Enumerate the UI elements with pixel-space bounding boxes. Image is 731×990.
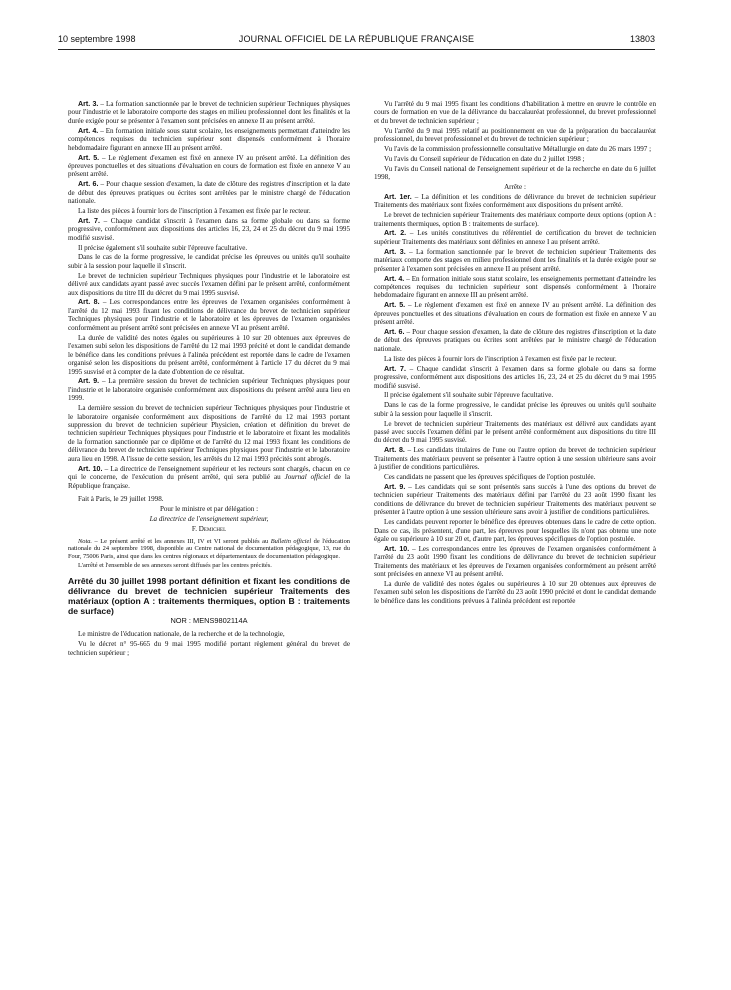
- article-10: Art. 10. – La directrice de l'enseignement supérieur et les recteurs sont chargés, chacun en ce qui le concerne, de l'exécution du présent arrêté, qui sera publié au Journal officiel de la République française.: [68, 464, 350, 490]
- paragraph: La durée de validité des notes égales ou supérieures à 10 sur 20 obtenues aux épreuves de l'examen subi selon les dispositions de l'arrêté du 23 août 1990 précité et dont le candidat demande le bénéfice dans les conditions prévues à l'alinéa précédent est reportée: [374, 580, 656, 605]
- nota-paragraph: L'arrêté et l'ensemble de ses annexes seront diffusés par les centres précités.: [78, 561, 272, 569]
- right-column: [374, 100, 656, 607]
- arrete-heading: Arrête :: [504, 183, 526, 192]
- article-4: Art. 4. – En formation initiale sous statut scolaire, les enseignements permettant d'atteindre les compétences requises du technicien supérieur sont dispensés conformément à l'horaire hebdomadaire figurant en annexe III au présent arrêté.: [374, 274, 656, 300]
- article-3: Art. 3. – La formation sanctionnée par le brevet de technicien supérieur Techniques physiques pour l'industrie et le laboratoire comporte des stages en milieu professionnel dont les finalités et la durée exigée pour se présenter à l'examen sont précisées en annexe II au présent arrêté.: [68, 100, 350, 125]
- paragraph: La durée de validité des notes égales ou supérieures à 10 sur 20 obtenues aux épreuves de l'examen subi selon les dispositions de l'arrêté du 12 mai 1993 précité et dont le candidat demande le bénéfice dans les conditions prévues à l'alinéa précédent est reportée dans le cadre de l'examen organisé selon les dispositions du présent arrêté, conformément à l'article 17 du décret du 9 mai 1995 susvisé et à compter de la date d'obtention de ce résultat.: [68, 333, 350, 376]
- article-2: Art. 2. – Les unités constitutives du référentiel de certification du brevet de technicien supérieur Traitements des matériaux sont définies en annexe I au présent arrêté.: [374, 229, 656, 246]
- page-header: [58, 34, 655, 48]
- paragraph: Ces candidats ne passent que les épreuves spécifiques de l'option postulée.: [384, 473, 596, 481]
- article-7: Art. 7. – Chaque candidat s'inscrit à l'examen dans sa forme globale ou dans sa forme progressive, conformément aux dispositions des articles 16, 23, 24 et 25 du décret du 9 mai 1995 modifié susvisé.: [374, 364, 656, 390]
- article-9: Art. 9. – La première session du brevet de technicien supérieur Techniques physiques pour l'industrie et le laboratoire organisée conformément aux dispositions du présent arrêté aura lieu en 1999.: [68, 377, 351, 403]
- left-column: [68, 100, 350, 659]
- article-8: Art. 8. – Les correspondances entre les épreuves de l'examen organisées conformément à l'arrêté du 12 mai 1993 fixant les conditions de délivrance du brevet de technicien supérieur Techniques physiques pour l'industrie et le laboratoire et les épreuves de l'examen organisées conformément au présent arrêté sont précisées en annexe VI au présent arrêté.: [68, 298, 350, 332]
- visa: Vu l'arrêté du 9 mai 1995 relatif au positionnement en vue de la préparation du baccalauréat professionnel, du brevet professionnel et du brevet de technicien supérieur ;: [374, 126, 656, 144]
- journal-title: JOURNAL OFFICIEL DE LA RÉPUBLIQUE FRANÇAISE: [238, 34, 475, 44]
- paragraph: La liste des pièces à fournir lors de l'inscription à l'examen est fixée par le recteur.: [384, 354, 617, 363]
- issue-date: 10 septembre 1998: [58, 34, 136, 44]
- paragraph: Il précise également s'il souhaite subir l'épreuve facultative.: [78, 243, 248, 252]
- minister: Le ministre de l'éducation nationale, de la recherche et de la technologie,: [78, 630, 285, 639]
- article-1: Art. 1er. – La définition et les conditions de délivrance du brevet de technicien supérieur Traitements des matériaux sont fixées conformément aux dispositions du présent arrêté.: [374, 192, 656, 210]
- paragraph: Le brevet de technicien supérieur Techniques physiques pour l'industrie et le laboratoire est délivré aux candidats ayant passé avec succès l'examen défini par le présent arrêté, conformément aux dispositions du titre III du décret du 9 mai 1995 susvisé.: [68, 271, 350, 297]
- signature-role: La directrice de l'enseignement supérieur,: [149, 514, 269, 523]
- paragraph: Le brevet de technicien supérieur Traitements des matériaux comporte deux options (option A : traitements thermiques, option B : traitements de surface).: [374, 211, 656, 228]
- header-rule: [58, 49, 655, 50]
- signature-date: Fait à Paris, le 29 juillet 1998.: [78, 495, 164, 504]
- nor-reference: NOR : MENS9802114A: [170, 616, 248, 626]
- signature-name: F. Demichel: [191, 524, 227, 533]
- visa: Vu l'avis du Conseil national de l'enseignement supérieur et de la recherche en date du 6 juillet 1998,: [374, 164, 656, 182]
- paragraph: Dans le cas de la forme progressive, le candidat précise les épreuves ou unités qu'il souhaite subir à la session pour laquelle il s'inscrit.: [68, 253, 350, 270]
- article-4: Art. 4. – En formation initiale sous statut scolaire, les enseignements permettant d'atteindre les compétences requises du technicien supérieur sont dispensés conformément à l'horaire hebdomadaire figurant en annexe III au présent arrêté.: [68, 126, 350, 152]
- article-10: Art. 10. – Les correspondances entre les épreuves de l'examen organisées conformément à l'arrêté du 23 août 1990 fixant les conditions de délivrance du brevet de technicien supérieur Traitements des matériaux et les épreuves de l'examen organisées conformément au présent arrêté sont précisées en annexe VI au présent arrêté.: [374, 544, 656, 579]
- paragraph: Les candidats peuvent reporter le bénéfice des épreuves obtenues dans le cadre de cette option. Dans ce cas, ils présentent, d'une part, les épreuves pour lesquelles ils n'ont pas obtenu une note égale ou supérieure à 10 sur 20 et, d'autre part, les épreuves spécifiques de l'option postulée.: [374, 518, 656, 543]
- page-number: 13803: [629, 34, 655, 44]
- article-5: Art. 5. – Le règlement d'examen est fixé en annexe IV au présent arrêté. La définition des épreuves ponctuelles et des situations d'évaluation en cours de formation est fixée en annexe V au présent arrêté.: [374, 301, 656, 327]
- paragraph: Dans le cas de la forme progressive, le candidat précise les épreuves ou unités qu'il souhaite subir à la session pour laquelle il s'inscrit.: [374, 401, 656, 418]
- visa: Vu l'avis de la commission professionnelle consultative Métallurgie en date du 26 mars 1997 ;: [384, 145, 652, 154]
- decree-title: Arrêté du 30 juillet 1998 portant définition et fixant les conditions de délivrance du brevet de technicien supérieur Traitements des matériaux (option A : traitements thermiques, option B : traitements de surface): [68, 576, 350, 617]
- article-9: Art. 9. – Les candidats qui se sont présentés sans succès à l'une des options du brevet de technicien supérieur Traitements des matériaux défini par l'arrêté du 23 août 1990 fixant les conditions de délivrance du brevet de technicien supérieur Traitements des matériaux peuvent se présenter à l'autre option à une session ultérieure sans avoir à justifier de conditions particulières.: [374, 482, 656, 517]
- paragraph: Il précise également s'il souhaite subir l'épreuve facultative.: [384, 391, 554, 400]
- article-6: Art. 6. – Pour chaque session d'examen, la date de clôture des registres d'inscription et la date de début des épreuves pratiques ou écrites sont arrêtées par le ministre chargé de l'éducation nationale.: [374, 328, 656, 353]
- article-8: Art. 8. – Les candidats titulaires de l'une ou l'autre option du brevet de technicien supérieur Traitements des matériaux peuvent se présenter à l'autre option à une session ultérieure sans avoir à justifier de conditions particulières.: [374, 446, 656, 472]
- article-5: Art. 5. – Le règlement d'examen est fixé en annexe IV au présent arrêté. La définition des épreuves ponctuelles et des situations d'évaluation en cours de formation est fixée en annexe V au présent arrêté.: [68, 153, 350, 179]
- visa: Vu l'arrêté du 9 mai 1995 fixant les conditions d'habilitation à mettre en œuvre le contrôle en cours de formation en vue de la délivrance du baccalauréat professionnel, du brevet professionnel et du brevet de technicien supérieur ;: [374, 100, 656, 125]
- visa: Vu le décret n° 95-665 du 9 mai 1995 modifié portant règlement général du brevet de technicien supérieur ;: [68, 640, 350, 657]
- nota: Nota. – Le présent arrêté et les annexes III, IV et VI seront publiés au Bulletin officiel de l'éducation nationale du 24 septembre 1998, disponible au Centre national de documentation pédagogique, 13, rue du Four, 75006 Paris, ainsi que dans les centres régionaux et départementaux de documentation pédagogique.: [68, 538, 350, 560]
- article-6: Art. 6. – Pour chaque session d'examen, la date de clôture des registres d'inscription et la date de début des épreuves pratiques ou écrites sont arrêtées par le ministre chargé de l'éducation nationale.: [68, 180, 350, 206]
- signature-delegation: Pour le ministre et par délégation :: [159, 504, 259, 513]
- paragraph: La liste des pièces à fournir lors de l'inscription à l'examen est fixée par le recteur.: [78, 207, 311, 215]
- paragraph: La dernière session du brevet de technicien supérieur Techniques physiques pour l'industrie et le laboratoire organisée conformément aux dispositions de l'arrêté du 12 mai 1993 portant suppression du brevet de technicien supérieur Physicien, création et définition du brevet de technicien supérieur Techniques physiques pour l'industrie et le laboratoire et fixant les modalités de la formation sanctionnée par ce diplôme et de l'arrêté du 12 mai 1993 fixant les conditions de délivrance du brevet de technicien supérieur Techniques physiques pour l'industrie et le laboratoire aura lieu en 1998. A l'issue de cette session, les arrêtés du 12 mai 1993 précités sont abrogés.: [68, 404, 350, 463]
- article-3: Art. 3. – La formation sanctionnée par le brevet de technicien supérieur Traitements des matériaux comporte des stages en milieu professionnel dont les finalités et la durée exigée pour se présenter à l'examen sont précisées en annexe II au présent arrêté.: [374, 247, 656, 273]
- paragraph: Le brevet de technicien supérieur Traitements des matériaux est délivré aux candidats ayant passé avec succès l'examen défini par le présent arrêté conformément aux dispositions du titre III du décret du 9 mai 1995 susvisé.: [374, 419, 656, 445]
- article-7: Art. 7. – Chaque candidat s'inscrit à l'examen dans sa forme globale ou dans sa forme progressive, conformément aux dispositions des articles 16, 23, 24 et 25 du décret du 9 mai 1995 modifié susvisé.: [68, 216, 350, 242]
- visa: Vu l'avis du Conseil supérieur de l'éducation en date du 2 juillet 1998 ;: [384, 154, 585, 163]
